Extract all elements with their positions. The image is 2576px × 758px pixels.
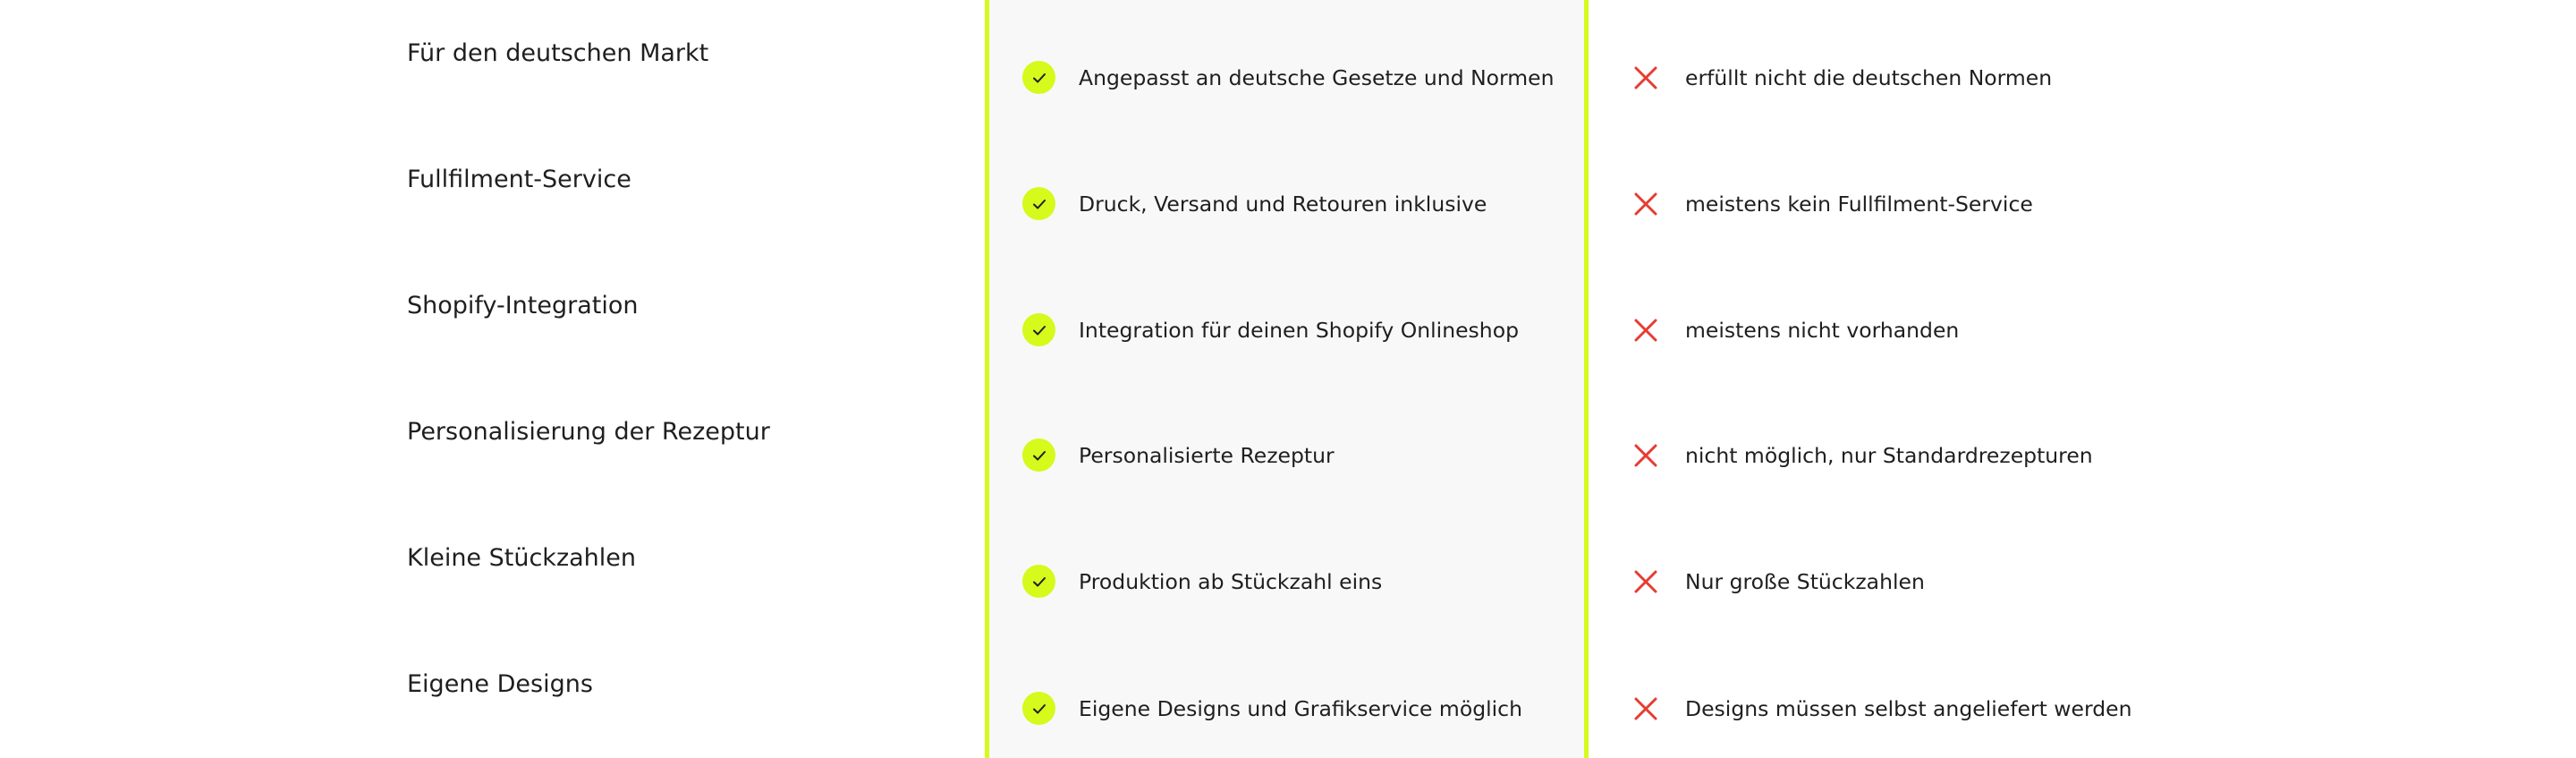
competitor-cell — [1633, 442, 2093, 469]
comparison-row — [0, 505, 2576, 631]
our-offer-cell — [1022, 313, 1519, 346]
comparison-row — [0, 631, 2576, 757]
our-offer-text: Angepasst an deutsche Gesetze und Normen — [1079, 64, 1555, 90]
competitor-cell — [1633, 568, 1925, 595]
competitor-text: meistens nicht vorhanden — [1685, 318, 1960, 343]
check-circle-icon — [1022, 565, 1055, 598]
comparison-row — [0, 252, 2576, 379]
competitor-cell — [1633, 695, 2131, 722]
our-offer-cell — [1022, 692, 1522, 725]
our-offer-cell — [1022, 565, 1382, 598]
our-offer-text: Druck, Versand und Retouren inklusive — [1079, 191, 1487, 217]
competitor-text: nicht möglich, nur Standardrezepturen — [1685, 443, 2093, 468]
our-offer-text: Personalisierte Rezeptur — [1079, 442, 1335, 468]
competitor-text: erfüllt nicht die deutschen Normen — [1685, 65, 2053, 90]
x-mark-icon — [1633, 443, 1658, 468]
our-offer-cell — [1022, 187, 1487, 220]
x-mark-icon — [1633, 192, 1658, 217]
check-circle-icon — [1022, 692, 1055, 725]
x-mark-icon — [1633, 65, 1658, 90]
competitor-cell — [1633, 317, 1959, 344]
x-mark-icon — [1633, 696, 1658, 721]
our-offer-text: Produktion ab Stückzahl eins — [1079, 568, 1383, 594]
check-circle-icon — [1022, 61, 1055, 94]
comparison-row — [0, 379, 2576, 505]
our-offer-text: Eigene Designs und Grafikservice möglich — [1079, 695, 1522, 721]
competitor-text: meistens kein Fullfilment-Service — [1685, 192, 2033, 217]
x-mark-icon — [1633, 569, 1658, 594]
our-offer-cell — [1022, 439, 1335, 472]
comparison-row — [0, 126, 2576, 252]
feature-label: Fullfilment-Service — [407, 166, 631, 193]
our-offer-text: Integration für deinen Shopify Onlineshop — [1079, 317, 1519, 343]
check-circle-icon — [1022, 439, 1055, 472]
competitor-cell — [1633, 191, 2033, 217]
feature-label: Eigene Designs — [407, 670, 593, 698]
feature-label: Kleine Stückzahlen — [407, 544, 636, 572]
competitor-text: Designs müssen selbst angeliefert werden — [1685, 696, 2132, 721]
x-mark-icon — [1633, 318, 1658, 343]
check-circle-icon — [1022, 313, 1055, 346]
competitor-text: Nur große Stückzahlen — [1685, 569, 1925, 594]
feature-label: Personalisierung der Rezeptur — [407, 418, 770, 446]
feature-label: Für den deutschen Markt — [407, 39, 709, 67]
competitor-cell — [1633, 64, 2052, 91]
check-circle-icon — [1022, 187, 1055, 220]
feature-label: Shopify-Integration — [407, 292, 639, 319]
our-offer-cell — [1022, 61, 1555, 94]
comparison-row — [0, 0, 2576, 126]
